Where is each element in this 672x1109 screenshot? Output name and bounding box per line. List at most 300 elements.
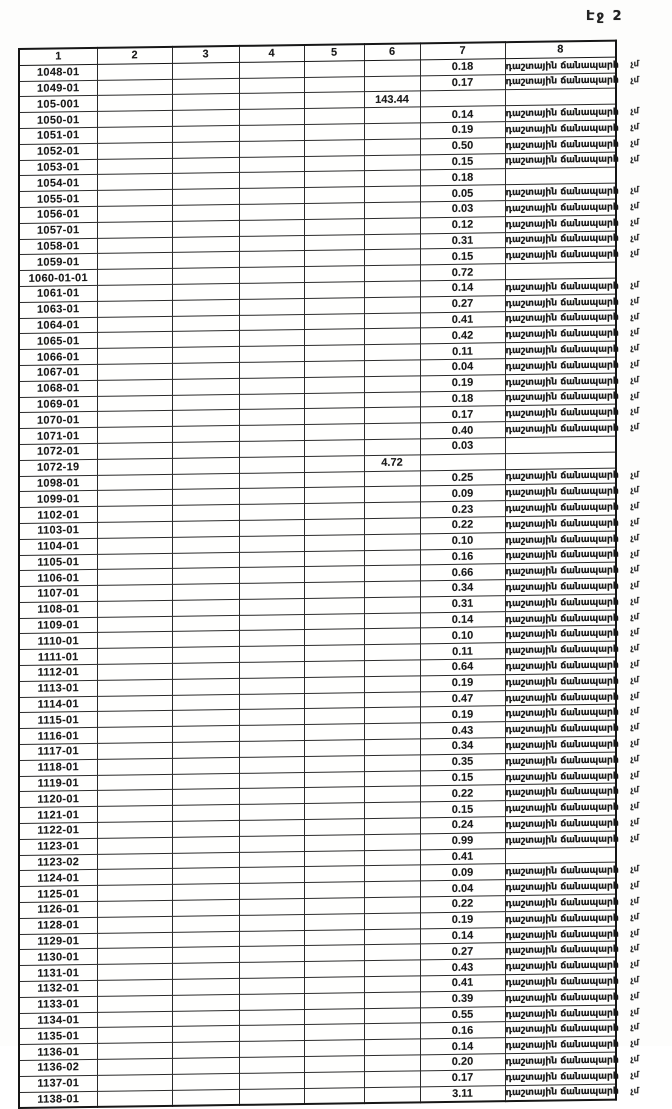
total-area-cell bbox=[364, 423, 420, 440]
empty-cell-5 bbox=[304, 613, 364, 630]
land-type-cell bbox=[505, 610, 639, 627]
area-cell bbox=[420, 706, 505, 723]
empty-cell-5 bbox=[304, 76, 364, 93]
empty-cell-4 bbox=[239, 456, 304, 473]
total-area-cell bbox=[364, 455, 420, 472]
parcel-id-cell bbox=[19, 901, 97, 918]
land-type-label: դաշտային ճանապարհ bbox=[505, 185, 619, 199]
empty-cell-4 bbox=[239, 677, 304, 694]
area-cell bbox=[420, 1022, 505, 1039]
land-type-label: դաշտային ճանապարհ bbox=[505, 75, 619, 88]
empty-cell-3 bbox=[172, 552, 239, 569]
land-type-cell bbox=[505, 768, 639, 785]
empty-cell-2 bbox=[97, 458, 172, 475]
empty-cell-5 bbox=[304, 1056, 364, 1073]
empty-cell-5 bbox=[304, 708, 364, 725]
area-cell bbox=[420, 817, 505, 834]
empty-cell-2 bbox=[97, 806, 172, 823]
total-area-cell bbox=[364, 233, 420, 250]
cell-value: 0.14 bbox=[451, 108, 474, 121]
parcel-id-cell bbox=[19, 791, 97, 808]
land-type-label: դաշտային ճանապարհ bbox=[505, 296, 619, 309]
land-type-cell bbox=[505, 136, 639, 153]
cell-value: 1065-01 bbox=[37, 334, 80, 348]
total-area-cell bbox=[364, 549, 420, 566]
empty-cell-3 bbox=[172, 62, 239, 79]
area-cell bbox=[420, 801, 505, 818]
area-cell bbox=[420, 943, 505, 960]
cut-off-margin-fragment: չմ bbox=[630, 122, 639, 133]
empty-cell-5 bbox=[304, 139, 364, 156]
cell-value: 1133-01 bbox=[37, 998, 80, 1011]
cell-value: 0.66 bbox=[451, 566, 474, 579]
land-type-label: դաշտային ճանապարհ bbox=[505, 375, 619, 388]
land-type-label: դաշտային ճանապարհ bbox=[505, 564, 619, 578]
empty-cell-3 bbox=[172, 978, 239, 995]
area-cell bbox=[420, 659, 505, 676]
empty-cell-4 bbox=[239, 267, 304, 284]
cell-value: 0.39 bbox=[451, 992, 474, 1006]
area-cell bbox=[420, 675, 505, 692]
cell-value: 1072-01 bbox=[37, 445, 80, 459]
land-type-label: դաշտային ճանապարհ bbox=[505, 233, 619, 246]
total-area-cell bbox=[364, 628, 420, 645]
land-type-cell bbox=[505, 641, 639, 658]
cell-value: 1136-02 bbox=[37, 1061, 80, 1075]
empty-cell-5 bbox=[304, 819, 364, 836]
cell-value: 1128-01 bbox=[37, 919, 80, 932]
empty-cell-3 bbox=[172, 757, 239, 774]
cell-value: 1068-01 bbox=[37, 382, 80, 395]
land-type-label: դաշտային ճանապարհ bbox=[505, 706, 619, 720]
total-area-cell bbox=[364, 802, 420, 819]
area-cell bbox=[420, 912, 505, 929]
land-type-cell bbox=[505, 247, 639, 264]
cell-value: 1123-01 bbox=[37, 840, 80, 853]
area-cell bbox=[420, 896, 505, 913]
cell-value: 1061-01 bbox=[37, 287, 80, 301]
land-type-cell bbox=[505, 310, 639, 327]
land-type-label: դաշտային ճանապարհ bbox=[505, 785, 619, 799]
land-type-cell bbox=[505, 389, 639, 406]
empty-cell-3 bbox=[172, 694, 239, 711]
empty-cell-3 bbox=[172, 362, 239, 379]
empty-cell-5 bbox=[304, 345, 364, 362]
empty-cell-4 bbox=[239, 156, 304, 173]
land-type-cell bbox=[505, 104, 639, 121]
empty-cell-2 bbox=[97, 158, 172, 175]
land-type-label: դաշտային ճանապարհ bbox=[505, 106, 619, 120]
area-cell bbox=[420, 1054, 505, 1071]
empty-cell-5 bbox=[304, 1071, 364, 1088]
cell-value: 105-001 bbox=[37, 97, 80, 111]
cut-off-margin-fragment: չմ bbox=[630, 485, 639, 496]
land-type-label: դաշտային ճանապարհ bbox=[505, 754, 619, 767]
empty-cell-5 bbox=[304, 913, 364, 930]
parcel-id-cell bbox=[19, 443, 97, 460]
empty-cell-3 bbox=[172, 584, 239, 601]
empty-cell-4 bbox=[239, 519, 304, 536]
empty-cell-2 bbox=[97, 648, 172, 665]
cut-off-margin-fragment: չմ bbox=[630, 1022, 639, 1033]
empty-cell-4 bbox=[239, 630, 304, 647]
cell-value: 0.05 bbox=[451, 187, 474, 200]
cut-off-margin-fragment: չմ bbox=[630, 296, 639, 307]
cell-value: 1104-01 bbox=[37, 540, 80, 553]
area-cell bbox=[420, 438, 505, 455]
area-cell bbox=[420, 264, 505, 281]
empty-cell-2 bbox=[97, 442, 172, 459]
total-area-cell bbox=[364, 660, 420, 677]
empty-cell-4 bbox=[239, 377, 304, 394]
empty-cell-4 bbox=[239, 899, 304, 916]
empty-cell-4 bbox=[239, 472, 304, 489]
parcel-id-cell bbox=[19, 396, 97, 413]
empty-cell-3 bbox=[172, 394, 239, 411]
cut-off-margin-fragment: չմ bbox=[630, 248, 639, 259]
cut-off-margin-fragment: չմ bbox=[630, 232, 639, 244]
cell-value: 0.11 bbox=[452, 345, 473, 358]
land-type-cell bbox=[505, 294, 639, 311]
area-cell bbox=[420, 532, 505, 549]
area-cell bbox=[420, 216, 505, 233]
land-type-label: դաշտային ճանապարհ bbox=[505, 470, 619, 483]
empty-cell-3 bbox=[172, 473, 239, 490]
empty-cell-2 bbox=[97, 821, 172, 838]
empty-cell-3 bbox=[172, 899, 239, 916]
land-type-cell bbox=[505, 357, 639, 374]
empty-cell-3 bbox=[172, 994, 239, 1011]
cell-value: 0.19 bbox=[451, 124, 474, 137]
total-area-cell bbox=[364, 186, 420, 203]
cell-value: 1103-01 bbox=[37, 524, 80, 538]
land-type-cell bbox=[505, 926, 639, 943]
cut-off-margin-fragment: չմ bbox=[630, 754, 639, 765]
parcel-id-cell bbox=[19, 428, 97, 445]
cell-value: 1069-01 bbox=[37, 398, 80, 411]
empty-cell-5 bbox=[304, 629, 364, 646]
total-area-cell bbox=[364, 75, 420, 92]
empty-cell-5 bbox=[304, 882, 364, 899]
cut-off-margin-fragment: չմ bbox=[630, 896, 639, 907]
empty-cell-2 bbox=[97, 1027, 172, 1044]
column-header: 8 bbox=[505, 41, 616, 59]
cell-value: 0.42 bbox=[451, 329, 474, 342]
empty-cell-2 bbox=[97, 774, 172, 791]
cell-value: 1130-01 bbox=[37, 950, 80, 964]
cell-value: 1111-01 bbox=[37, 650, 79, 664]
area-cell bbox=[420, 738, 505, 755]
empty-cell-4 bbox=[239, 77, 304, 94]
column-header: 3 bbox=[172, 46, 239, 63]
empty-cell-3 bbox=[172, 963, 239, 980]
area-cell bbox=[420, 880, 505, 897]
parcel-id-cell bbox=[19, 822, 97, 839]
empty-cell-3 bbox=[172, 173, 239, 190]
empty-cell-2 bbox=[97, 505, 172, 522]
area-cell bbox=[420, 548, 505, 565]
total-area-cell bbox=[364, 202, 420, 219]
land-type-cell bbox=[505, 120, 639, 137]
cut-off-margin-fragment: չմ bbox=[630, 722, 639, 733]
total-area-cell bbox=[364, 850, 420, 867]
empty-cell-4 bbox=[239, 203, 304, 220]
empty-cell-5 bbox=[304, 661, 364, 678]
empty-cell-5 bbox=[304, 297, 364, 314]
empty-cell-3 bbox=[172, 204, 239, 221]
land-type-cell bbox=[505, 436, 616, 453]
cut-off-margin-fragment: չմ bbox=[630, 422, 639, 433]
land-type-cell bbox=[505, 420, 639, 437]
cell-value: 1112-01 bbox=[37, 666, 79, 680]
total-area-cell bbox=[364, 676, 420, 693]
parcel-id-cell bbox=[19, 254, 97, 271]
empty-cell-2 bbox=[97, 347, 172, 364]
land-type-cell bbox=[505, 594, 639, 611]
empty-cell-5 bbox=[304, 740, 364, 757]
land-type-label: դաշտային ճանապարհ bbox=[505, 1022, 619, 1036]
area-cell bbox=[420, 1085, 505, 1102]
area-cell bbox=[420, 74, 505, 91]
empty-cell-5 bbox=[304, 645, 364, 662]
empty-cell-2 bbox=[97, 363, 172, 380]
empty-cell-5 bbox=[304, 266, 364, 283]
land-type-label: դաշտային ճանապարհ bbox=[505, 643, 619, 657]
total-area-cell bbox=[364, 1039, 420, 1056]
land-type-label: դաշտային ճանապարհ bbox=[505, 1070, 619, 1083]
land-type-label: դաշտային ճանապարհ bbox=[505, 422, 619, 436]
empty-cell-3 bbox=[172, 252, 239, 269]
land-type-label: դաշտային ճանապարհ bbox=[505, 59, 619, 72]
parcel-id-cell bbox=[19, 522, 97, 539]
land-type-cell bbox=[505, 231, 639, 248]
parcel-id-cell bbox=[19, 1091, 97, 1108]
empty-cell-3 bbox=[172, 299, 239, 316]
cut-off-margin-fragment: չմ bbox=[630, 327, 639, 338]
empty-cell-4 bbox=[239, 330, 304, 347]
parcel-id-cell bbox=[19, 191, 97, 208]
empty-cell-5 bbox=[304, 1040, 364, 1057]
land-type-cell bbox=[505, 989, 639, 1006]
empty-cell-5 bbox=[304, 835, 364, 852]
cell-value: 1059-01 bbox=[37, 255, 80, 269]
cell-value: 1108-01 bbox=[37, 603, 80, 617]
cell-value: 1122-01 bbox=[37, 824, 80, 838]
cell-value: 0.10 bbox=[451, 534, 474, 548]
empty-cell-4 bbox=[239, 124, 304, 141]
parcel-id-cell bbox=[19, 538, 97, 555]
empty-cell-5 bbox=[304, 92, 364, 109]
cell-value: 0.27 bbox=[451, 945, 474, 958]
cut-off-margin-fragment: չմ bbox=[630, 627, 639, 638]
area-cell bbox=[420, 517, 505, 534]
cell-value: 0.47 bbox=[451, 692, 474, 706]
cell-value: 0.23 bbox=[451, 503, 474, 516]
parcel-id-cell bbox=[19, 996, 97, 1013]
column-header: 5 bbox=[304, 44, 364, 61]
total-area-cell bbox=[364, 534, 420, 551]
land-type-cell bbox=[505, 168, 616, 185]
land-type-label: դաշտային ճանապարհ bbox=[505, 280, 619, 294]
empty-cell-3 bbox=[172, 125, 239, 142]
total-area-cell bbox=[364, 107, 420, 124]
land-type-cell bbox=[505, 547, 639, 564]
land-type-label: դաշտային ճանապարհ bbox=[505, 928, 619, 941]
empty-cell-3 bbox=[172, 1057, 239, 1074]
cell-value: 1124-01 bbox=[37, 871, 80, 885]
empty-cell-5 bbox=[304, 803, 364, 820]
area-cell bbox=[420, 343, 505, 360]
land-type-label: դաշտային ճանապարհ bbox=[505, 991, 619, 1004]
empty-cell-3 bbox=[172, 884, 239, 901]
land-type-label: դաշտային ճանապարհ bbox=[505, 501, 619, 515]
cut-off-margin-fragment: չմ bbox=[630, 706, 639, 717]
empty-cell-2 bbox=[97, 284, 172, 301]
empty-cell-4 bbox=[239, 646, 304, 663]
empty-cell-5 bbox=[304, 677, 364, 694]
cell-value: 0.34 bbox=[451, 582, 474, 595]
parcel-id-cell bbox=[19, 601, 97, 618]
land-type-cell bbox=[505, 152, 639, 169]
empty-cell-5 bbox=[304, 503, 364, 520]
area-cell bbox=[420, 374, 505, 391]
land-type-cell bbox=[505, 278, 639, 295]
land-type-cell bbox=[505, 452, 616, 469]
cell-value: 1060-01-01 bbox=[28, 271, 88, 285]
cut-off-margin-fragment: չմ bbox=[630, 138, 639, 149]
cut-off-margin-fragment: չմ bbox=[630, 564, 639, 575]
total-area-cell bbox=[364, 818, 420, 835]
page-number-label: Էջ 2 bbox=[586, 9, 624, 24]
area-cell bbox=[420, 295, 505, 312]
total-area-cell bbox=[364, 755, 420, 772]
empty-cell-5 bbox=[304, 424, 364, 441]
empty-cell-2 bbox=[97, 584, 172, 601]
cell-value: 1126-01 bbox=[37, 903, 80, 917]
land-type-cell bbox=[505, 673, 639, 690]
area-cell bbox=[420, 169, 505, 186]
empty-cell-3 bbox=[172, 489, 239, 506]
cell-value: 0.19 bbox=[451, 676, 474, 690]
empty-cell-3 bbox=[172, 78, 239, 95]
parcel-id-cell bbox=[19, 980, 97, 997]
land-type-cell bbox=[505, 878, 639, 895]
land-type-label: դաշտային ճանապարհ bbox=[505, 1054, 619, 1068]
empty-cell-5 bbox=[304, 234, 364, 251]
cell-value: 0.22 bbox=[451, 898, 474, 911]
parcel-id-cell bbox=[19, 364, 97, 381]
cell-value: 1134-01 bbox=[37, 1014, 80, 1027]
cell-value: 1120-01 bbox=[37, 792, 80, 806]
area-cell bbox=[420, 864, 505, 881]
land-type-label: դաշտային ճանապարհ bbox=[505, 1007, 619, 1020]
cell-value: 1106-01 bbox=[37, 571, 80, 585]
empty-cell-3 bbox=[172, 631, 239, 648]
area-cell bbox=[420, 327, 505, 344]
empty-cell-5 bbox=[304, 487, 364, 504]
cell-value: 1114-01 bbox=[37, 698, 79, 711]
empty-cell-3 bbox=[172, 1026, 239, 1043]
empty-cell-2 bbox=[97, 1074, 172, 1091]
land-type-cell bbox=[505, 57, 639, 74]
land-type-cell bbox=[505, 957, 639, 974]
cell-value: 0.55 bbox=[451, 1008, 474, 1021]
cell-value: 0.12 bbox=[451, 218, 474, 232]
empty-cell-3 bbox=[172, 331, 239, 348]
empty-cell-3 bbox=[172, 236, 239, 253]
total-area-cell bbox=[364, 581, 420, 598]
cell-value: 0.15 bbox=[451, 803, 474, 816]
cell-value: 1123-02 bbox=[37, 856, 80, 869]
parcel-id-cell bbox=[19, 585, 97, 602]
empty-cell-3 bbox=[172, 1010, 239, 1027]
land-type-cell bbox=[505, 1084, 639, 1102]
empty-cell-3 bbox=[172, 568, 239, 585]
cell-value: 1119-01 bbox=[37, 777, 79, 790]
total-area-cell bbox=[364, 518, 420, 535]
empty-cell-2 bbox=[97, 111, 172, 128]
empty-cell-5 bbox=[304, 929, 364, 946]
empty-cell-3 bbox=[172, 141, 239, 158]
cell-value: 1136-01 bbox=[37, 1045, 80, 1059]
empty-cell-4 bbox=[239, 172, 304, 189]
empty-cell-2 bbox=[97, 758, 172, 775]
cell-value: 0.43 bbox=[451, 724, 474, 737]
empty-cell-2 bbox=[97, 948, 172, 965]
land-type-label: դաշտային ճանապարհ bbox=[505, 517, 619, 530]
parcel-id-cell bbox=[19, 475, 97, 492]
cell-value: 0.41 bbox=[451, 313, 474, 326]
cell-value: 1048-01 bbox=[37, 66, 80, 79]
empty-cell-2 bbox=[97, 221, 172, 238]
empty-cell-2 bbox=[97, 663, 172, 680]
empty-cell-4 bbox=[239, 583, 304, 600]
empty-cell-4 bbox=[239, 1041, 304, 1058]
land-type-cell bbox=[505, 799, 639, 816]
empty-cell-4 bbox=[239, 993, 304, 1010]
empty-cell-5 bbox=[304, 992, 364, 1009]
empty-cell-5 bbox=[304, 218, 364, 235]
land-type-cell bbox=[505, 468, 639, 485]
cut-off-margin-fragment: չմ bbox=[630, 864, 639, 875]
cell-value: 1129-01 bbox=[37, 935, 80, 948]
cell-value: 1055-01 bbox=[37, 192, 80, 206]
cell-value: 0.14 bbox=[451, 929, 474, 942]
empty-cell-5 bbox=[304, 313, 364, 330]
cut-off-margin-fragment: չմ bbox=[630, 959, 639, 970]
cell-value: 0.18 bbox=[451, 392, 474, 405]
parcel-id-cell bbox=[19, 775, 97, 792]
empty-cell-5 bbox=[304, 171, 364, 188]
total-area-cell bbox=[364, 1071, 420, 1088]
area-cell bbox=[420, 106, 505, 123]
parcel-id-cell bbox=[19, 949, 97, 966]
empty-cell-2 bbox=[97, 900, 172, 917]
column-header: 4 bbox=[239, 45, 304, 62]
empty-cell-5 bbox=[304, 550, 364, 567]
land-type-cell bbox=[505, 752, 639, 769]
area-cell bbox=[420, 959, 505, 976]
area-cell bbox=[420, 564, 505, 581]
parcel-id-cell bbox=[19, 807, 97, 824]
column-header: 7 bbox=[420, 42, 505, 59]
parcel-id-cell bbox=[19, 317, 97, 334]
empty-cell-3 bbox=[172, 457, 239, 474]
land-type-label: դաշտային ճանապարհ bbox=[505, 691, 619, 704]
area-cell bbox=[420, 580, 505, 597]
total-area-cell bbox=[364, 1086, 420, 1103]
land-type-label: դաշտային ճանապարհ bbox=[505, 770, 619, 783]
